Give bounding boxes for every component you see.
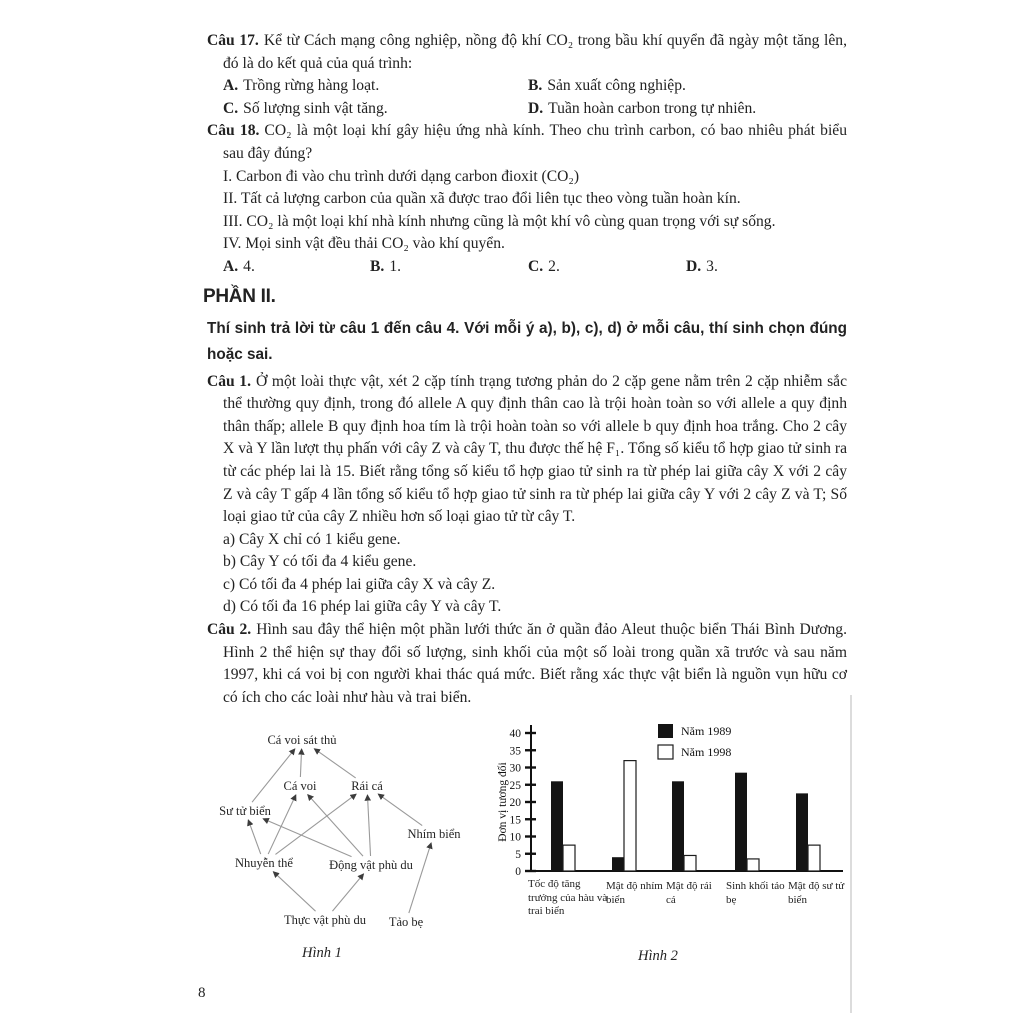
category-label-3: Mật độ rái cá	[666, 880, 712, 906]
sub-question-d: d) Có tối đa 16 phép lai giữa cây Y và cây T.	[223, 598, 502, 616]
statement-2: II. Tất cả lượng carbon của quần xã được trao đổi liên tục theo vòng tuần hoàn kín.	[223, 190, 741, 208]
foodweb-node-ca-voi-sat-thu: Cá voi sát thủ	[267, 733, 337, 747]
question-18-label: Câu 18.	[207, 122, 260, 140]
foodweb-node-ca-voi: Cá voi	[283, 779, 317, 793]
y-axis-tick-label: 25	[509, 779, 521, 792]
sub-question-c: c) Có tối đa 4 phép lai giữa cây X và cây Z.	[223, 575, 496, 593]
foodweb-node-dong-vat-phu-du: Động vật phù du	[329, 858, 413, 872]
foodweb-arrow-nhuyen-the-to-su-tu-bien	[248, 820, 260, 854]
answer-b	[370, 256, 528, 279]
question-1-label: Câu 1.	[207, 372, 251, 390]
part2-heading: PHẦN II.	[203, 285, 276, 307]
legend-label-1998: Năm 1998	[681, 745, 732, 759]
question-17-options-row-2	[207, 98, 847, 121]
option-b-text: Sản xuất công nghiệp.	[547, 77, 686, 95]
foodweb-node-su-tu-bien: Sư tử biển	[219, 804, 271, 818]
foodweb-arrow-dong-vat-phu-du-to-ca-voi	[308, 795, 363, 857]
bar-1989-2	[612, 857, 624, 871]
category-label-1: Tốc độ tăng trưởng của hàu và trai biển	[528, 878, 608, 917]
chart-bars	[551, 761, 820, 871]
bar-1998-1	[563, 845, 575, 871]
y-axis-tick-label: 40	[509, 728, 521, 740]
answer-c-text: 2.	[548, 257, 560, 275]
question-1-text: Ở một loài thực vật, xét 2 cặp tính trạng tương phản do 2 cặp gene nằm trên 2 cặp nhiễm sắc thể thường quy định, trong đó allele A quy định thân cao là trội hoàn toàn so với allele a quy định thân thấp; allele B quy định hoa tím là trội hoàn toàn so với allele b quy định hoa trắng. Cho 2 cây X và Y lần lượt thụ phấn với cây Z và cây T, thu được thế hệ F₁. Tổng số kiểu tổ hợp giao tử sinh ra từ các phép lai là 15. Biết rằng tổng số kiểu tổ hợp giao tử sinh ra từ phép lai giữa cây X với 2 cây Z và cây T gấp 4 lần tổng số kiểu tổ hợp giao tử sinh ra từ phép lai giữa cây Y với 2 cây Z và T; Số loại giao tử của cây Z nhiều hơn số loại giao tử từ cây T.	[223, 372, 847, 526]
bar-1989-1	[551, 781, 563, 871]
answer-a-label: A.	[223, 257, 239, 275]
option-a	[223, 75, 528, 98]
figure1-caption: Hình 1	[302, 945, 342, 961]
option-a-label: A.	[223, 77, 239, 95]
figure2-caption: Hình 2	[638, 948, 678, 964]
foodweb-node-tao-be: Tảo bẹ	[388, 915, 424, 929]
foodweb-arrow-dong-vat-phu-du-to-rai-ca	[367, 795, 370, 856]
statement-3: III. CO₂ là một loại khí nhà kính nhưng cũng là một khí vô cùng quan trọng với sự sống.	[223, 212, 776, 230]
legend-swatch-1989	[658, 724, 673, 738]
foodweb-arrow-ca-voi-to-ca-voi-sat-thu	[300, 749, 301, 777]
question-2-text: Hình sau đây thể hiện một phần lưới thức ăn ở quần đảo Aleut thuộc biển Thái Bình Dương. Hình 2 thể hiện sự thay đổi số lượng, sinh khối của một số loài trong quần xã trước và sau năm 1997, khi cá voi bị con người khai thác quá mức. Biết rằng xác thực vật biển là nguồn vụn hữu cơ có ích cho các loài như hàu và trai biển.	[223, 621, 847, 706]
y-axis-tick-label: 15	[509, 814, 521, 827]
option-c-label: C.	[223, 99, 239, 117]
bar-1989-3	[672, 781, 684, 871]
foodweb-edges	[248, 749, 431, 913]
option-c-text: Số lượng sinh vật tăng.	[243, 99, 388, 117]
sub-question-b: b) Cây Y có tối đa 4 kiểu gene.	[223, 553, 417, 571]
question-2-label: Câu 2.	[207, 621, 252, 639]
scan-line-artifact	[850, 695, 852, 1013]
answer-d-label: D.	[686, 257, 702, 275]
question-17-text: Kể từ Cách mạng công nghiệp, nồng độ khí CO₂ trong bầu khí quyển đã ngày một tăng lên, đó là do kết quả của quá trình:	[223, 32, 847, 72]
answer-a-text: 4.	[243, 257, 255, 275]
option-b-label: B.	[528, 77, 543, 95]
question-17-options-row-1	[207, 75, 847, 98]
y-axis-tick-label: 0	[515, 866, 521, 878]
foodweb-diagram	[180, 718, 480, 943]
part2-instruction: Thí sinh trả lời từ câu 1 đến câu 4. Với mỗi ý a), b), c), d) ở mỗi câu, thí sinh chọn đúng hoặc sai.	[207, 319, 847, 363]
statement-4: IV. Mọi sinh vật đều thải CO₂ vào khí quyển.	[223, 235, 505, 253]
category-label-5: Mật độ sư tử biển	[788, 880, 845, 906]
option-d-label: D.	[528, 99, 544, 117]
foodweb-node-thuc-vat-phu-du: Thực vật phù du	[283, 913, 367, 927]
bar-1998-3	[684, 855, 696, 871]
foodweb-arrow-tao-be-to-nhim-bien	[409, 843, 431, 913]
category-label-4: Sinh khối tảo bẹ	[726, 880, 785, 906]
question-18-text: CO₂ là một loại khí gây hiệu ứng nhà kính. Theo chu trình carbon, có bao nhiêu phát biểu sau đây đúng?	[223, 122, 847, 162]
option-a-text: Trồng rừng hàng loạt.	[243, 77, 380, 95]
legend-swatch-1998	[658, 745, 673, 759]
statement-1: I. Carbon đi vào chu trình dưới dạng carbon đioxit (CO₂)	[223, 167, 580, 185]
question-17-label: Câu 17.	[207, 32, 259, 49]
bar-1998-5	[808, 845, 820, 871]
foodweb-arrow-thuc-vat-phu-du-to-dong-vat-phu-du	[332, 874, 363, 911]
bar-1989-4	[735, 773, 747, 871]
sub-question-a: a) Cây X chỉ có 1 kiểu gene.	[223, 530, 401, 548]
legend-label-1989: Năm 1989	[681, 724, 732, 738]
foodweb-node-nhuyen-the: Nhuyễn thể	[235, 856, 293, 870]
bar-chart	[490, 712, 862, 882]
answer-c	[528, 256, 686, 279]
category-label-2: Mật độ nhím biển	[606, 880, 663, 906]
answer-a	[223, 256, 370, 279]
y-axis-tick-label: 20	[509, 797, 521, 809]
foodweb-arrow-rai-ca-to-ca-voi-sat-thu	[314, 749, 355, 778]
foodweb-node-nhim-bien: Nhím biển	[407, 827, 461, 841]
question-17	[207, 30, 847, 75]
question-18	[207, 120, 847, 165]
option-c	[223, 98, 528, 121]
bar-1989-5	[796, 793, 808, 871]
question-1	[207, 371, 847, 529]
y-axis-label: Đơn vị tương đối	[497, 762, 509, 842]
chart-legend	[658, 724, 731, 759]
answer-c-label: C.	[528, 257, 544, 275]
foodweb-arrow-thuc-vat-phu-du-to-nhuyen-the	[273, 872, 315, 911]
y-axis-tick-label: 10	[509, 831, 521, 844]
foodweb-arrow-su-tu-bien-to-ca-voi-sat-thu	[252, 749, 295, 802]
answer-d	[686, 256, 847, 279]
option-d-text: Tuần hoàn carbon trong tự nhiên.	[548, 99, 757, 117]
page-number: 8	[198, 985, 206, 1001]
bar-1998-4	[747, 859, 759, 871]
y-axis-tick-label: 5	[515, 848, 521, 861]
foodweb-node-rai-ca: Rái cá	[351, 779, 383, 793]
y-axis-tick-label: 30	[509, 762, 521, 775]
y-axis-ticks	[510, 728, 537, 878]
text-column	[203, 30, 847, 709]
answer-d-text: 3.	[706, 257, 718, 275]
question-2	[207, 619, 847, 709]
y-axis-tick-label: 35	[509, 745, 521, 758]
answer-b-label: B.	[370, 257, 385, 275]
foodweb-arrow-nhuyen-the-to-ca-voi	[268, 795, 296, 854]
question-18-answer-row	[207, 256, 847, 279]
option-b	[528, 75, 686, 98]
option-d	[528, 98, 756, 121]
bar-1998-2	[624, 761, 636, 871]
answer-b-text: 1.	[389, 257, 402, 275]
foodweb-arrow-nhim-bien-to-rai-ca	[378, 794, 422, 826]
